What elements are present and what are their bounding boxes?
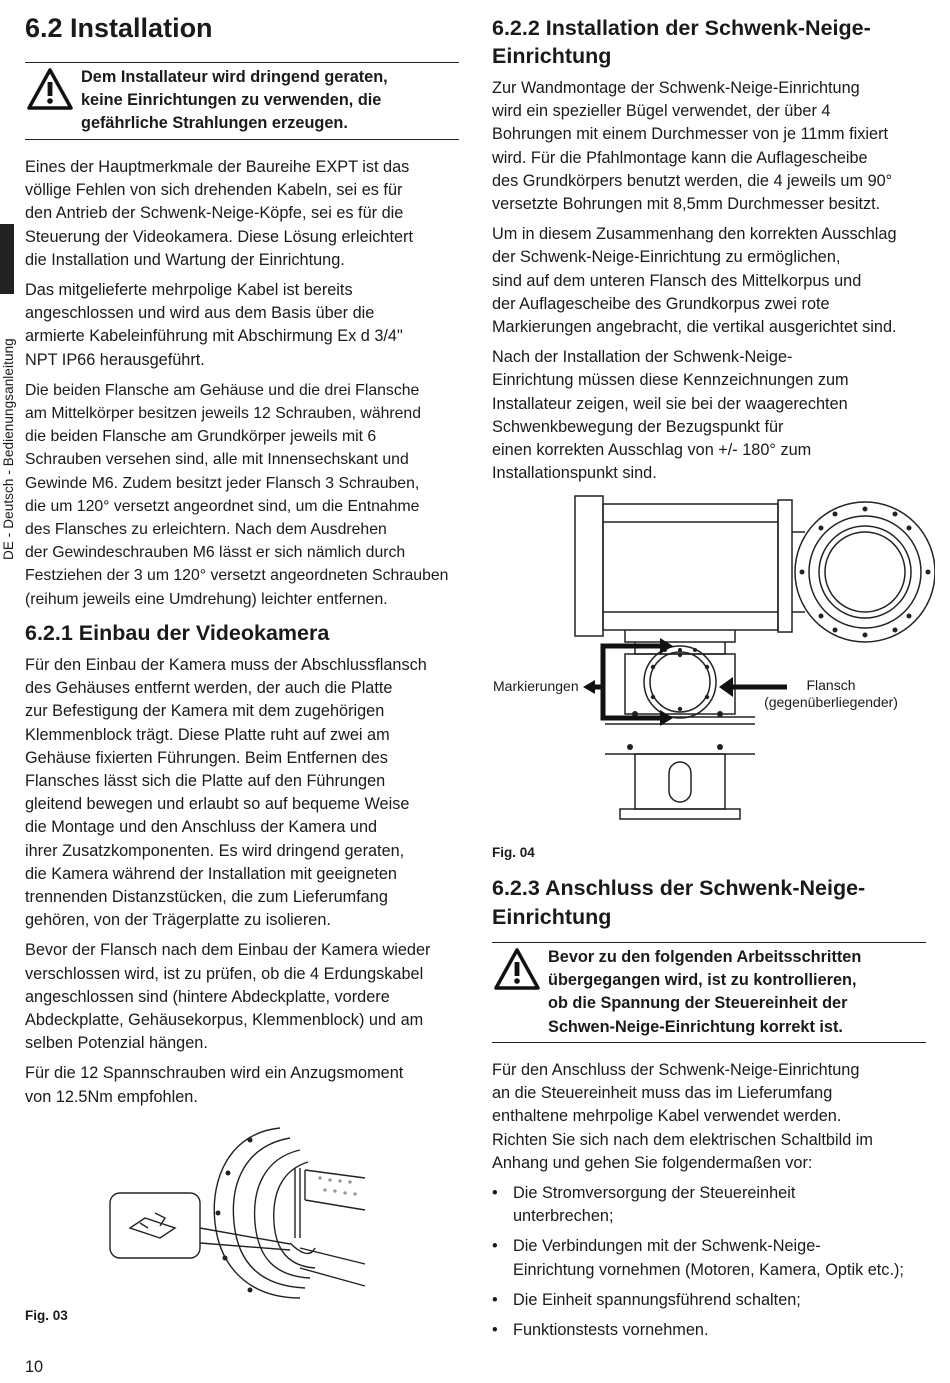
paragraph: Für die 12 Spannschrauben wird ein Anzugsmoment von 12.5Nm empfohlen.: [25, 1064, 404, 1106]
paragraph: Um in diesem Zusammenhang den korrekten Ausschlag der Schwenk-Neige-Einrichtung zu ermöglichen, sind auf dem unteren Flansch des Mittelkorpus und der Auflagescheibe des Grundkorpus zwei rote Markierungen angebracht, die vertikal ausgerichtet sind.: [492, 225, 897, 337]
fig-04-caption: Fig. 04: [492, 845, 535, 860]
paragraph: Nach der Installation der Schwenk-Neige- Einrichtung müssen diese Kennzeichnungen zum Installateur zeigen, weil sie bei der waagerechten Schwenkbewegung der Bezugspunkt für einen korrekten Ausschlag von +/- 180° zum Installationspunkt sind.: [492, 348, 849, 483]
paragraph: Zur Wandmontage der Schwenk-Neige-Einrichtung wird ein spezieller Bügel verwendet, der über 4 Bohrungen mit einem Durchmesser von je 11mm fixiert wird. Für die Pfahlmontage kann die Auflagescheibe des Grundkörpers benutzt werden, die 4 jeweils um 90° versetzte Bohrungen mit 8,5mm Durchmesser besitzt.: [492, 79, 893, 214]
paragraph: Für den Einbau der Kamera muss der Abschlussflansch des Gehäuses entfernt werden, der auch die Platte zur Befestigung der Kamera mit dem zugehörigen Klemmenblock trägt. Diese Platte ruht auf zwei am Gehäuse fixierten Führungen. Beim Entfernen des Flansches lässt sich die Platte auf den Führungen gleitend bewegen und erlaubt so auf bequeme Weise die Montage und den Anschluss der Kamera und ihrer Zusatzkomponenten. Es wird dringend geraten, die Kamera während der Installation mit geeigneten trennenden Distanzstücken, die zum Lieferumfang gehören, von der Trägerplatte zu isolieren.: [25, 656, 427, 930]
connection-steps-list: [492, 1182, 932, 1342]
page-number: 10: [25, 1358, 44, 1376]
warning-triangle-icon: [27, 68, 73, 110]
paragraph: Eines der Hauptmerkmale der Baureihe EXPT ist das völlige Fehlen von sich drehenden Kabeln, sei es für den Antrieb der Schwenk-Neige-Köpfe, sei es für die Steuerung der Videokamera. Diese Lösung erleichtert die Installation und Wartung der Einrichtung.: [25, 158, 413, 269]
section-heading-6-2-3: 6.2.3 Anschluss der Schwenk-Neige- Einrichtung: [492, 876, 866, 929]
warning-text: Bevor zu den folgenden Arbeitsschritten übergegangen wird, ist zu kontrollieren, ob die Spannung der Steuereinheit der Schwen-Neige-Einrichtung korrekt ist.: [548, 948, 862, 1036]
fig-04-label-markings: Markierungen: [493, 678, 579, 694]
warning-box-voltage: [492, 942, 926, 1043]
paragraph: Bevor der Flansch nach dem Einbau der Kamera wieder verschlossen wird, ist zu prüfen, ob die 4 Erdungskabel angeschlossen sind (hintere Abdeckplatte, vordere Abdeckplatte, Gehäusekorpus, Klemmenblock) und am selben Potenzial hängen.: [25, 941, 431, 1053]
side-tab-marker: [0, 224, 14, 294]
paragraph: Die beiden Flansche am Gehäuse und die drei Flansche am Mittelkörper besitzen jeweils 12 Schrauben, während die beiden Flansche am Grundkörper jeweils mit 6 Schrauben versehen sind, alle mit Innensechskant und Gewinde M6. Zudem besitzt jeder Flansch 3 Schrauben, die um 120° versetzt angeordnet sind, um die Entnahme des Flansches zu erleichtern. Nach dem Ausdrehen der Gewindeschrauben M6 lässt er sich nämlich durch Festziehen der 3 um 120° versetzt angeordneten Schrauben (reihum jeweils eine Umdrehung) leichter entfernen.: [25, 381, 449, 608]
section-heading-6-2-2: 6.2.2 Installation der Schwenk-Neige- Einrichtung: [492, 16, 871, 68]
list-item: • Die Stromversorgung der Steuereinheit unterbrechen;: [492, 1182, 932, 1228]
camera-install-text: [25, 654, 465, 1116]
pan-tilt-install-text: [492, 77, 932, 492]
section-heading-6-2: 6.2 Installation: [25, 13, 213, 43]
list-item: • Die Verbindungen mit der Schwenk-Neige- Einrichtung vornehmen (Motoren, Kamera, Optik etc.);: [492, 1235, 932, 1281]
warning-text: Dem Installateur wird dringend geraten, keine Einrichtungen zu verwenden, die gefährliche Strahlungen erzeugen.: [81, 68, 388, 133]
warning-triangle-icon: [494, 948, 540, 990]
fig-03-caption: Fig. 03: [25, 1308, 68, 1323]
fig-04-label-flange: Flansch (gegenüberliegender): [764, 677, 898, 710]
intro-text-block: [25, 156, 465, 618]
connection-text: [492, 1059, 932, 1349]
paragraph: Für den Anschluss der Schwenk-Neige-Einrichtung an die Steuereinheit muss das im Lieferumfang enthaltene mehrpolige Kabel verwendet werden. Richten Sie sich nach dem elektrischen Schaltbild im Anhang und gehen Sie folgendermaßen vor:: [492, 1061, 873, 1172]
section-heading-6-2-1: 6.2.1 Einbau der Videokamera: [25, 621, 330, 645]
fig-04-illustration: [565, 492, 935, 832]
fig-03-illustration: [100, 1118, 370, 1303]
side-language-label: DE - Deutsch - Bedienungsanleitung: [1, 338, 16, 560]
list-item: • Die Einheit spannungsführend schalten;: [492, 1289, 932, 1312]
warning-box-radiation: [25, 62, 459, 140]
paragraph: Das mitgelieferte mehrpolige Kabel ist bereits angeschlossen und wird aus dem Basis über die armierte Kabeleinführung mit Abschirmung Ex d 3/4" NPT IP66 herausgeführt.: [25, 281, 403, 369]
list-item: • Funktionstests vornehmen.: [492, 1319, 932, 1342]
